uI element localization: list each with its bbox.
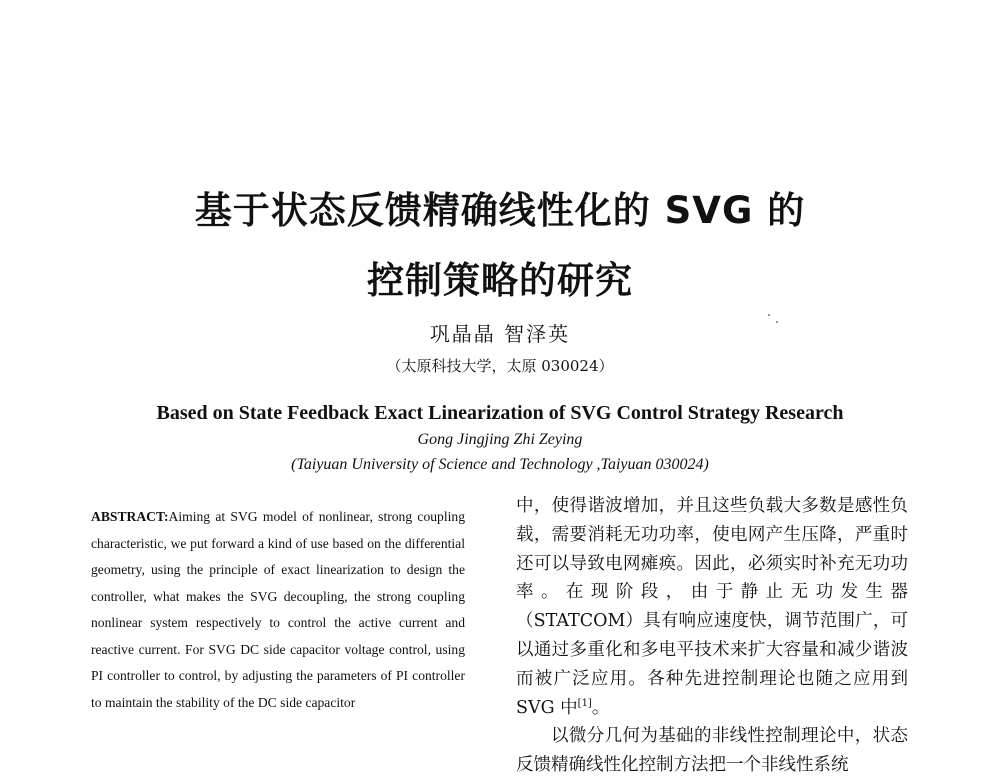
body-paragraph-1-text: 中，使得谐波增加，并且这些负载大多数是感性负载，需要消耗无功功率，使电网产生压降，严重时还可以导致电网瘫痪。因此，必须实时补充无功功率。在现阶段，由于静止无功发生器（STATCOM）具有响应速度快，调节范围广，可以通过多重化和多电平技术来扩大容量和减少谐波而被广泛应用。各种先进控制理论也随之应用到 SVG 中 [516,496,908,718]
authors-cn: 巩晶晶 智泽英 [429,322,571,346]
affiliation-cn: （太原科技大学，太原 030024） [386,357,614,375]
title-cn-line1: 基于状态反馈精确线性化的 SVG 的 [194,189,806,232]
body-paragraph-2: 以微分几何为基础的非线性控制理论中，状态反馈精确线性化控制方法把一个非线性系统 [516,726,908,776]
abstract-column [91,504,465,716]
scan-speck [768,314,770,316]
abstract-text: Aiming at SVG model of nonlinear, strong coupling characteristic, we put forward a kind of use based on the differential geometry, using the principle of exact linearization to design the controller, what makes the SVG decoupling, the strong coupling nonlinear system respectively to control the active current and reactive current. For SVG DC side capacitor voltage control, using PI controller to control, by adjusting the parameters of PI controller to maintain the stability of the DC side capacitor [91,509,465,710]
title-cn-line2: 控制策略的研究 [367,259,633,302]
affiliation-en: (Taiyuan University of Science and Technology ,Taiyuan 030024) [291,456,709,473]
title-en: Based on State Feedback Exact Linearization of SVG Control Strategy Research [156,402,844,424]
body-paragraph-1 [516,492,908,722]
body-column [516,492,908,780]
scan-speck [776,321,778,323]
authors-en: Gong Jingjing Zhi Zeying [417,431,583,448]
body-paragraph-1-end: 。 [591,697,610,718]
citation-ref: [1] [577,697,592,709]
abstract-keyword: ABSTRACT: [91,509,169,524]
